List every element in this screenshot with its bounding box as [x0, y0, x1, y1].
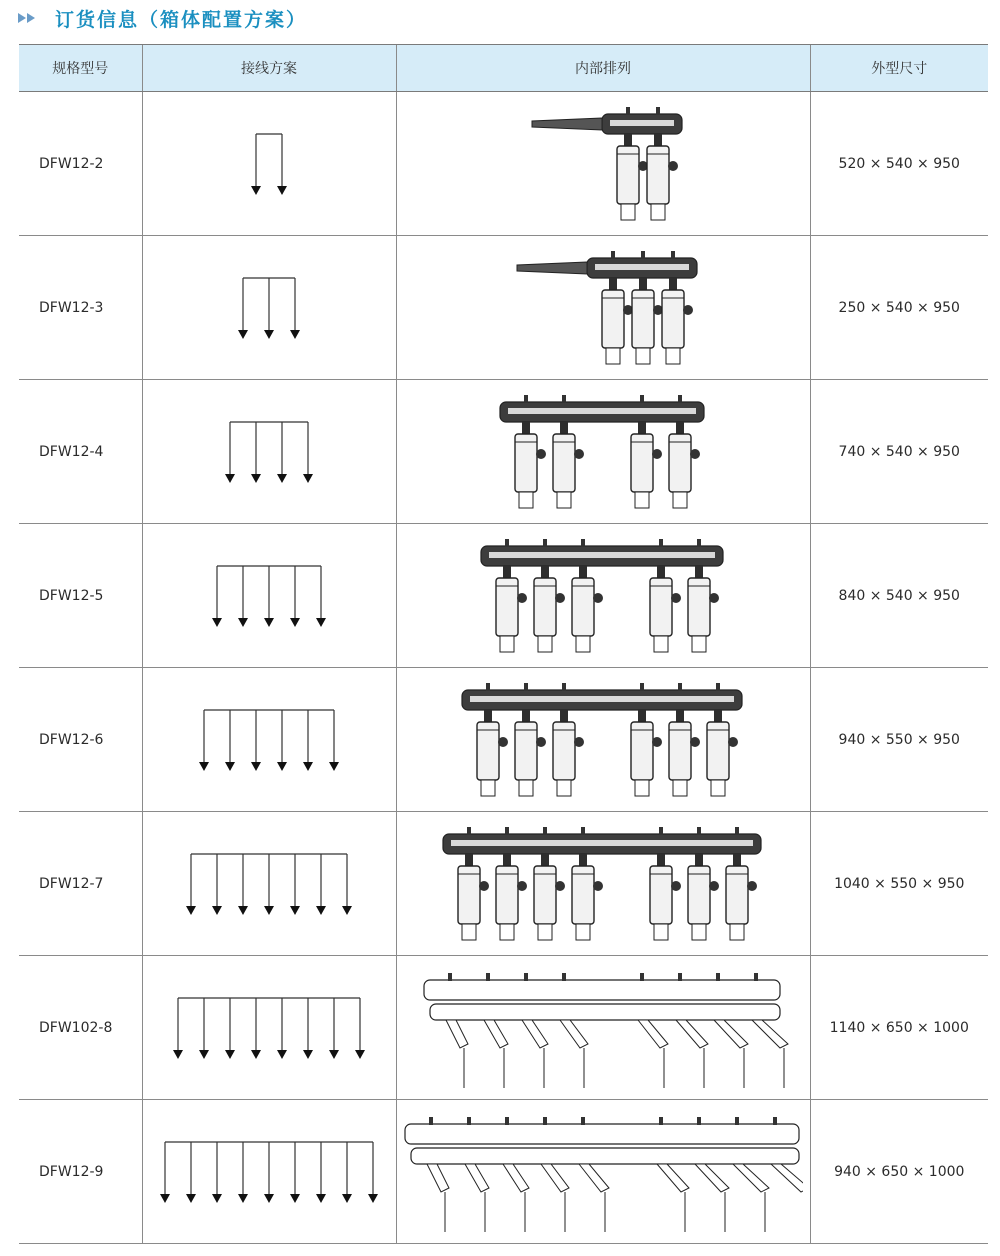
busbar-lower: [411, 1148, 799, 1164]
dimensions-cell: 840 × 540 × 950: [810, 524, 988, 668]
test-point-icon: [555, 593, 565, 603]
table-header-row: [19, 45, 988, 92]
busbar-lower: [430, 1004, 780, 1020]
terminal-stud: [659, 827, 663, 835]
cable-connector: [752, 1020, 788, 1048]
arrow-down-icon: [303, 762, 313, 771]
arrow-down-icon: [329, 762, 339, 771]
wiring-cell: [142, 668, 396, 812]
connector-neck: [522, 710, 530, 722]
test-point-icon: [709, 881, 719, 891]
arrangement-drawing: [403, 526, 803, 666]
model-cell: DFW102-8: [19, 956, 142, 1100]
section-header: [18, 4, 307, 32]
cable-connector: [688, 578, 710, 636]
connector-neck: [560, 710, 568, 722]
wiring-diagram: [149, 958, 389, 1098]
table-row: [19, 956, 988, 1100]
cable-connector: [631, 434, 653, 492]
connector-neck: [639, 278, 647, 290]
test-point-icon: [690, 449, 700, 459]
cable-end: [519, 780, 533, 796]
arrangement-cell: [396, 524, 810, 668]
terminal-stud: [678, 973, 682, 981]
dimensions-cell: 250 × 540 × 950: [810, 236, 988, 380]
terminal-stud: [505, 1117, 509, 1125]
dimensions-cell: 740 × 540 × 950: [810, 380, 988, 524]
connector-neck: [541, 854, 549, 866]
cable-end: [606, 348, 620, 364]
arrangement-cell: [396, 668, 810, 812]
arrangement-cell: [396, 380, 810, 524]
terminal-stud: [581, 1117, 585, 1125]
terminal-stud: [543, 1117, 547, 1125]
cable-connector: [496, 866, 518, 924]
arrow-down-icon: [251, 762, 261, 771]
cable-connector: [553, 434, 575, 492]
cable-end: [730, 924, 744, 940]
arrow-down-icon: [264, 330, 274, 339]
arrow-down-icon: [277, 474, 287, 483]
arrangement-cell: [396, 92, 810, 236]
arrow-down-icon: [264, 906, 274, 915]
arrangement-drawing: [403, 958, 803, 1098]
arrow-down-icon: [277, 186, 287, 195]
arrow-down-icon: [277, 762, 287, 771]
terminal-stud: [524, 395, 528, 403]
test-point-icon: [479, 881, 489, 891]
test-point-icon: [574, 737, 584, 747]
busbar-highlight: [610, 120, 674, 126]
dimensions-cell: 1040 × 550 × 950: [810, 812, 988, 956]
arrow-down-icon: [238, 618, 248, 627]
test-point-icon: [728, 737, 738, 747]
column-header-wiring: 接线方案: [142, 45, 396, 92]
terminal-stud: [640, 683, 644, 691]
cable-connector: [714, 1020, 748, 1048]
terminal-stud: [659, 539, 663, 547]
arrangement-drawing: [403, 238, 803, 378]
cable-connector: [726, 866, 748, 924]
connector-neck: [695, 566, 703, 578]
arrangement-drawing: [403, 814, 803, 954]
arrangement-drawing: [403, 670, 803, 810]
terminal-stud: [754, 973, 758, 981]
cable-end: [651, 204, 665, 220]
connector-neck: [465, 854, 473, 866]
arrow-down-icon: [212, 906, 222, 915]
connector-neck: [669, 278, 677, 290]
terminal-stud: [448, 973, 452, 981]
cable-connector: [602, 290, 624, 348]
terminal-stud: [671, 251, 675, 259]
arrow-down-icon: [199, 1050, 209, 1059]
cable-connector: [572, 578, 594, 636]
test-point-icon: [690, 737, 700, 747]
arrangement-drawing: [403, 94, 803, 234]
connector-neck: [609, 278, 617, 290]
cable-branch-assembly: [500, 395, 704, 508]
cable-branch-assembly: [481, 539, 723, 652]
cable-connector: [695, 1164, 729, 1192]
arrow-down-icon: [290, 330, 300, 339]
wiring-diagram: [149, 1102, 389, 1242]
test-point-icon: [668, 161, 678, 171]
cable-end: [654, 924, 668, 940]
table-row: [19, 380, 988, 524]
connector-neck: [560, 422, 568, 434]
terminal-stud: [543, 827, 547, 835]
cable-connector: [572, 866, 594, 924]
wiring-diagram: [149, 526, 389, 666]
terminal-stud: [486, 683, 490, 691]
busbar-highlight: [489, 552, 715, 558]
wiring-diagram: [149, 814, 389, 954]
wiring-cell: [142, 524, 396, 668]
arrow-down-icon: [212, 1194, 222, 1203]
arrow-down-icon: [225, 762, 235, 771]
cable-end: [576, 924, 590, 940]
arrow-down-icon: [238, 330, 248, 339]
table-row: [19, 668, 988, 812]
cable-connector: [553, 722, 575, 780]
wiring-cell: [142, 812, 396, 956]
test-point-icon: [709, 593, 719, 603]
cable-connector: [541, 1164, 569, 1192]
test-point-icon: [593, 593, 603, 603]
test-point-icon: [536, 737, 546, 747]
arrow-down-icon: [290, 906, 300, 915]
model-cell: DFW12-5: [19, 524, 142, 668]
column-header-dimensions: 外型尺寸: [810, 45, 988, 92]
cable-connector: [632, 290, 654, 348]
wiring-diagram: [149, 94, 389, 234]
connector-neck: [676, 710, 684, 722]
terminal-stud: [581, 827, 585, 835]
connector-neck: [503, 854, 511, 866]
cable-connector: [560, 1020, 588, 1048]
connector-neck: [657, 854, 665, 866]
terminal-stud: [562, 395, 566, 403]
cable-end: [462, 924, 476, 940]
cable-end: [557, 492, 571, 508]
arrow-down-icon: [212, 618, 222, 627]
dimensions-cell: 520 × 540 × 950: [810, 92, 988, 236]
dimensions-cell: 1140 × 650 × 1000: [810, 956, 988, 1100]
table-row: [19, 1100, 988, 1244]
connector-neck: [695, 854, 703, 866]
test-point-icon: [683, 305, 693, 315]
test-point-icon: [555, 881, 565, 891]
cable-branch-assembly: [462, 683, 742, 796]
terminal-stud: [716, 973, 720, 981]
arrow-down-icon: [251, 1050, 261, 1059]
cable-connector: [733, 1164, 769, 1192]
cable-connector: [579, 1164, 609, 1192]
cable-connector: [534, 578, 556, 636]
cable-end: [500, 924, 514, 940]
test-point-icon: [747, 881, 757, 891]
connector-neck: [541, 566, 549, 578]
terminal-stud: [640, 395, 644, 403]
arrow-down-icon: [303, 474, 313, 483]
model-cell: DFW12-6: [19, 668, 142, 812]
arrangement-drawing: [403, 1102, 803, 1242]
cable-connector: [669, 722, 691, 780]
arrangement-cell: [396, 812, 810, 956]
terminal-stud: [524, 683, 528, 691]
cable-connector: [669, 434, 691, 492]
cable-end: [654, 636, 668, 652]
cable-branch-assembly: [443, 827, 761, 940]
table-row: [19, 236, 988, 380]
arrangement-cell: [396, 1100, 810, 1244]
test-point-icon: [574, 449, 584, 459]
cable-end: [576, 636, 590, 652]
dimensions-cell: 940 × 650 × 1000: [810, 1100, 988, 1244]
arrow-down-icon: [342, 906, 352, 915]
arrow-down-icon: [303, 1050, 313, 1059]
terminal-stud: [656, 107, 660, 115]
arrow-down-icon: [238, 1194, 248, 1203]
test-point-icon: [593, 881, 603, 891]
cable-end: [711, 780, 725, 796]
double-arrow-icon: [18, 13, 35, 23]
dimensions-cell: 940 × 550 × 950: [810, 668, 988, 812]
cable-branch-assembly: [532, 107, 682, 220]
cable-end: [635, 492, 649, 508]
wiring-diagram: [149, 238, 389, 378]
cable-connector: [458, 866, 480, 924]
cable-connector: [662, 290, 684, 348]
cable-end: [538, 924, 552, 940]
bushing-nose: [532, 118, 602, 130]
arrow-down-icon: [316, 1194, 326, 1203]
terminal-stud: [773, 1117, 777, 1125]
terminal-stud: [697, 1117, 701, 1125]
connector-neck: [638, 710, 646, 722]
terminal-stud: [562, 683, 566, 691]
cable-end: [557, 780, 571, 796]
arrow-down-icon: [225, 1050, 235, 1059]
arrow-down-icon: [329, 1050, 339, 1059]
busbar: [424, 980, 780, 1000]
terminal-stud: [626, 107, 630, 115]
terminal-stud: [735, 1117, 739, 1125]
cable-end: [673, 492, 687, 508]
terminal-stud: [697, 827, 701, 835]
cable-connector: [638, 1020, 668, 1048]
arrow-down-icon: [368, 1194, 378, 1203]
cable-connector: [484, 1020, 508, 1048]
cable-end: [500, 636, 514, 652]
cable-connector: [427, 1164, 449, 1192]
wiring-cell: [142, 236, 396, 380]
cable-end: [621, 204, 635, 220]
terminal-stud: [735, 827, 739, 835]
arrangement-drawing: [403, 382, 803, 522]
arrow-down-icon: [264, 618, 274, 627]
terminal-stud: [505, 539, 509, 547]
terminal-stud: [467, 827, 471, 835]
terminal-stud: [505, 827, 509, 835]
terminal-stud: [581, 539, 585, 547]
arrow-down-icon: [199, 762, 209, 771]
cable-connector: [688, 866, 710, 924]
cable-end: [666, 348, 680, 364]
terminal-stud: [659, 1117, 663, 1125]
cable-connector: [515, 434, 537, 492]
connector-neck: [484, 710, 492, 722]
connector-neck: [657, 566, 665, 578]
arrow-down-icon: [316, 618, 326, 627]
test-point-icon: [652, 737, 662, 747]
busbar-highlight: [595, 264, 689, 270]
arrow-down-icon: [186, 1194, 196, 1203]
table-row: [19, 92, 988, 236]
cable-branch-assembly: [424, 973, 788, 1088]
connector-neck: [503, 566, 511, 578]
cable-connector: [657, 1164, 689, 1192]
arrow-down-icon: [251, 186, 261, 195]
arrow-down-icon: [316, 906, 326, 915]
connector-neck: [579, 566, 587, 578]
column-header-model: 规格型号: [19, 45, 142, 92]
cable-connector: [650, 866, 672, 924]
cable-connector: [617, 146, 639, 204]
cable-end: [673, 780, 687, 796]
test-point-icon: [671, 881, 681, 891]
arrow-down-icon: [264, 1194, 274, 1203]
wiring-cell: [142, 92, 396, 236]
cable-connector: [676, 1020, 708, 1048]
connector-neck: [733, 854, 741, 866]
busbar: [405, 1124, 799, 1144]
cable-connector: [465, 1164, 489, 1192]
connector-neck: [714, 710, 722, 722]
terminal-stud: [678, 683, 682, 691]
arrow-down-icon: [225, 474, 235, 483]
arrangement-cell: [396, 236, 810, 380]
terminal-stud: [641, 251, 645, 259]
model-cell: DFW12-3: [19, 236, 142, 380]
bushing-nose: [517, 262, 587, 274]
cable-connector: [446, 1020, 468, 1048]
arrow-down-icon: [238, 906, 248, 915]
arrow-down-icon: [290, 618, 300, 627]
page-title: 订货信息（箱体配置方案）: [55, 8, 308, 31]
model-cell: DFW12-9: [19, 1100, 142, 1244]
table-row: [19, 812, 988, 956]
cable-connector: [647, 146, 669, 204]
wiring-diagram: [149, 670, 389, 810]
cable-connector: [631, 722, 653, 780]
cable-end: [481, 780, 495, 796]
busbar-highlight: [508, 408, 696, 414]
wiring-cell: [142, 956, 396, 1100]
arrow-down-icon: [186, 906, 196, 915]
test-point-icon: [517, 593, 527, 603]
terminal-stud: [486, 973, 490, 981]
terminal-stud: [524, 973, 528, 981]
cable-end: [635, 780, 649, 796]
wiring-cell: [142, 1100, 396, 1244]
connector-neck: [638, 422, 646, 434]
terminal-stud: [429, 1117, 433, 1125]
cable-branch-assembly: [405, 1117, 803, 1232]
connector-neck: [522, 422, 530, 434]
model-cell: DFW12-2: [19, 92, 142, 236]
arrow-down-icon: [342, 1194, 352, 1203]
cable-connector: [503, 1164, 529, 1192]
test-point-icon: [536, 449, 546, 459]
cable-end: [636, 348, 650, 364]
wiring-diagram: [149, 382, 389, 522]
terminal-stud: [678, 395, 682, 403]
test-point-icon: [517, 881, 527, 891]
cable-connector: [522, 1020, 548, 1048]
cable-end: [519, 492, 533, 508]
table-row: [19, 524, 988, 668]
arrow-down-icon: [160, 1194, 170, 1203]
connector-neck: [624, 134, 632, 146]
terminal-stud: [697, 539, 701, 547]
cable-connector: [515, 722, 537, 780]
terminal-stud: [467, 1117, 471, 1125]
cable-connector: [496, 578, 518, 636]
wiring-cell: [142, 380, 396, 524]
arrow-down-icon: [355, 1050, 365, 1059]
cable-connector: [650, 578, 672, 636]
cable-branch-assembly: [517, 251, 697, 364]
cable-end: [692, 636, 706, 652]
cable-connector: [707, 722, 729, 780]
cable-connector: [771, 1164, 803, 1192]
terminal-stud: [562, 973, 566, 981]
arrow-down-icon: [290, 1194, 300, 1203]
cable-connector: [477, 722, 499, 780]
cable-end: [538, 636, 552, 652]
test-point-icon: [671, 593, 681, 603]
busbar-highlight: [451, 840, 753, 846]
busbar-highlight: [470, 696, 734, 702]
terminal-stud: [543, 539, 547, 547]
connector-neck: [676, 422, 684, 434]
cable-end: [692, 924, 706, 940]
ordering-table: [19, 44, 988, 1244]
test-point-icon: [652, 449, 662, 459]
model-cell: DFW12-4: [19, 380, 142, 524]
test-point-icon: [498, 737, 508, 747]
arrow-down-icon: [277, 1050, 287, 1059]
terminal-stud: [716, 683, 720, 691]
column-header-arrangement: 内部排列: [396, 45, 810, 92]
connector-neck: [579, 854, 587, 866]
terminal-stud: [640, 973, 644, 981]
terminal-stud: [611, 251, 615, 259]
arrangement-cell: [396, 956, 810, 1100]
connector-neck: [654, 134, 662, 146]
arrow-down-icon: [251, 474, 261, 483]
cable-connector: [534, 866, 556, 924]
arrow-down-icon: [173, 1050, 183, 1059]
model-cell: DFW12-7: [19, 812, 142, 956]
